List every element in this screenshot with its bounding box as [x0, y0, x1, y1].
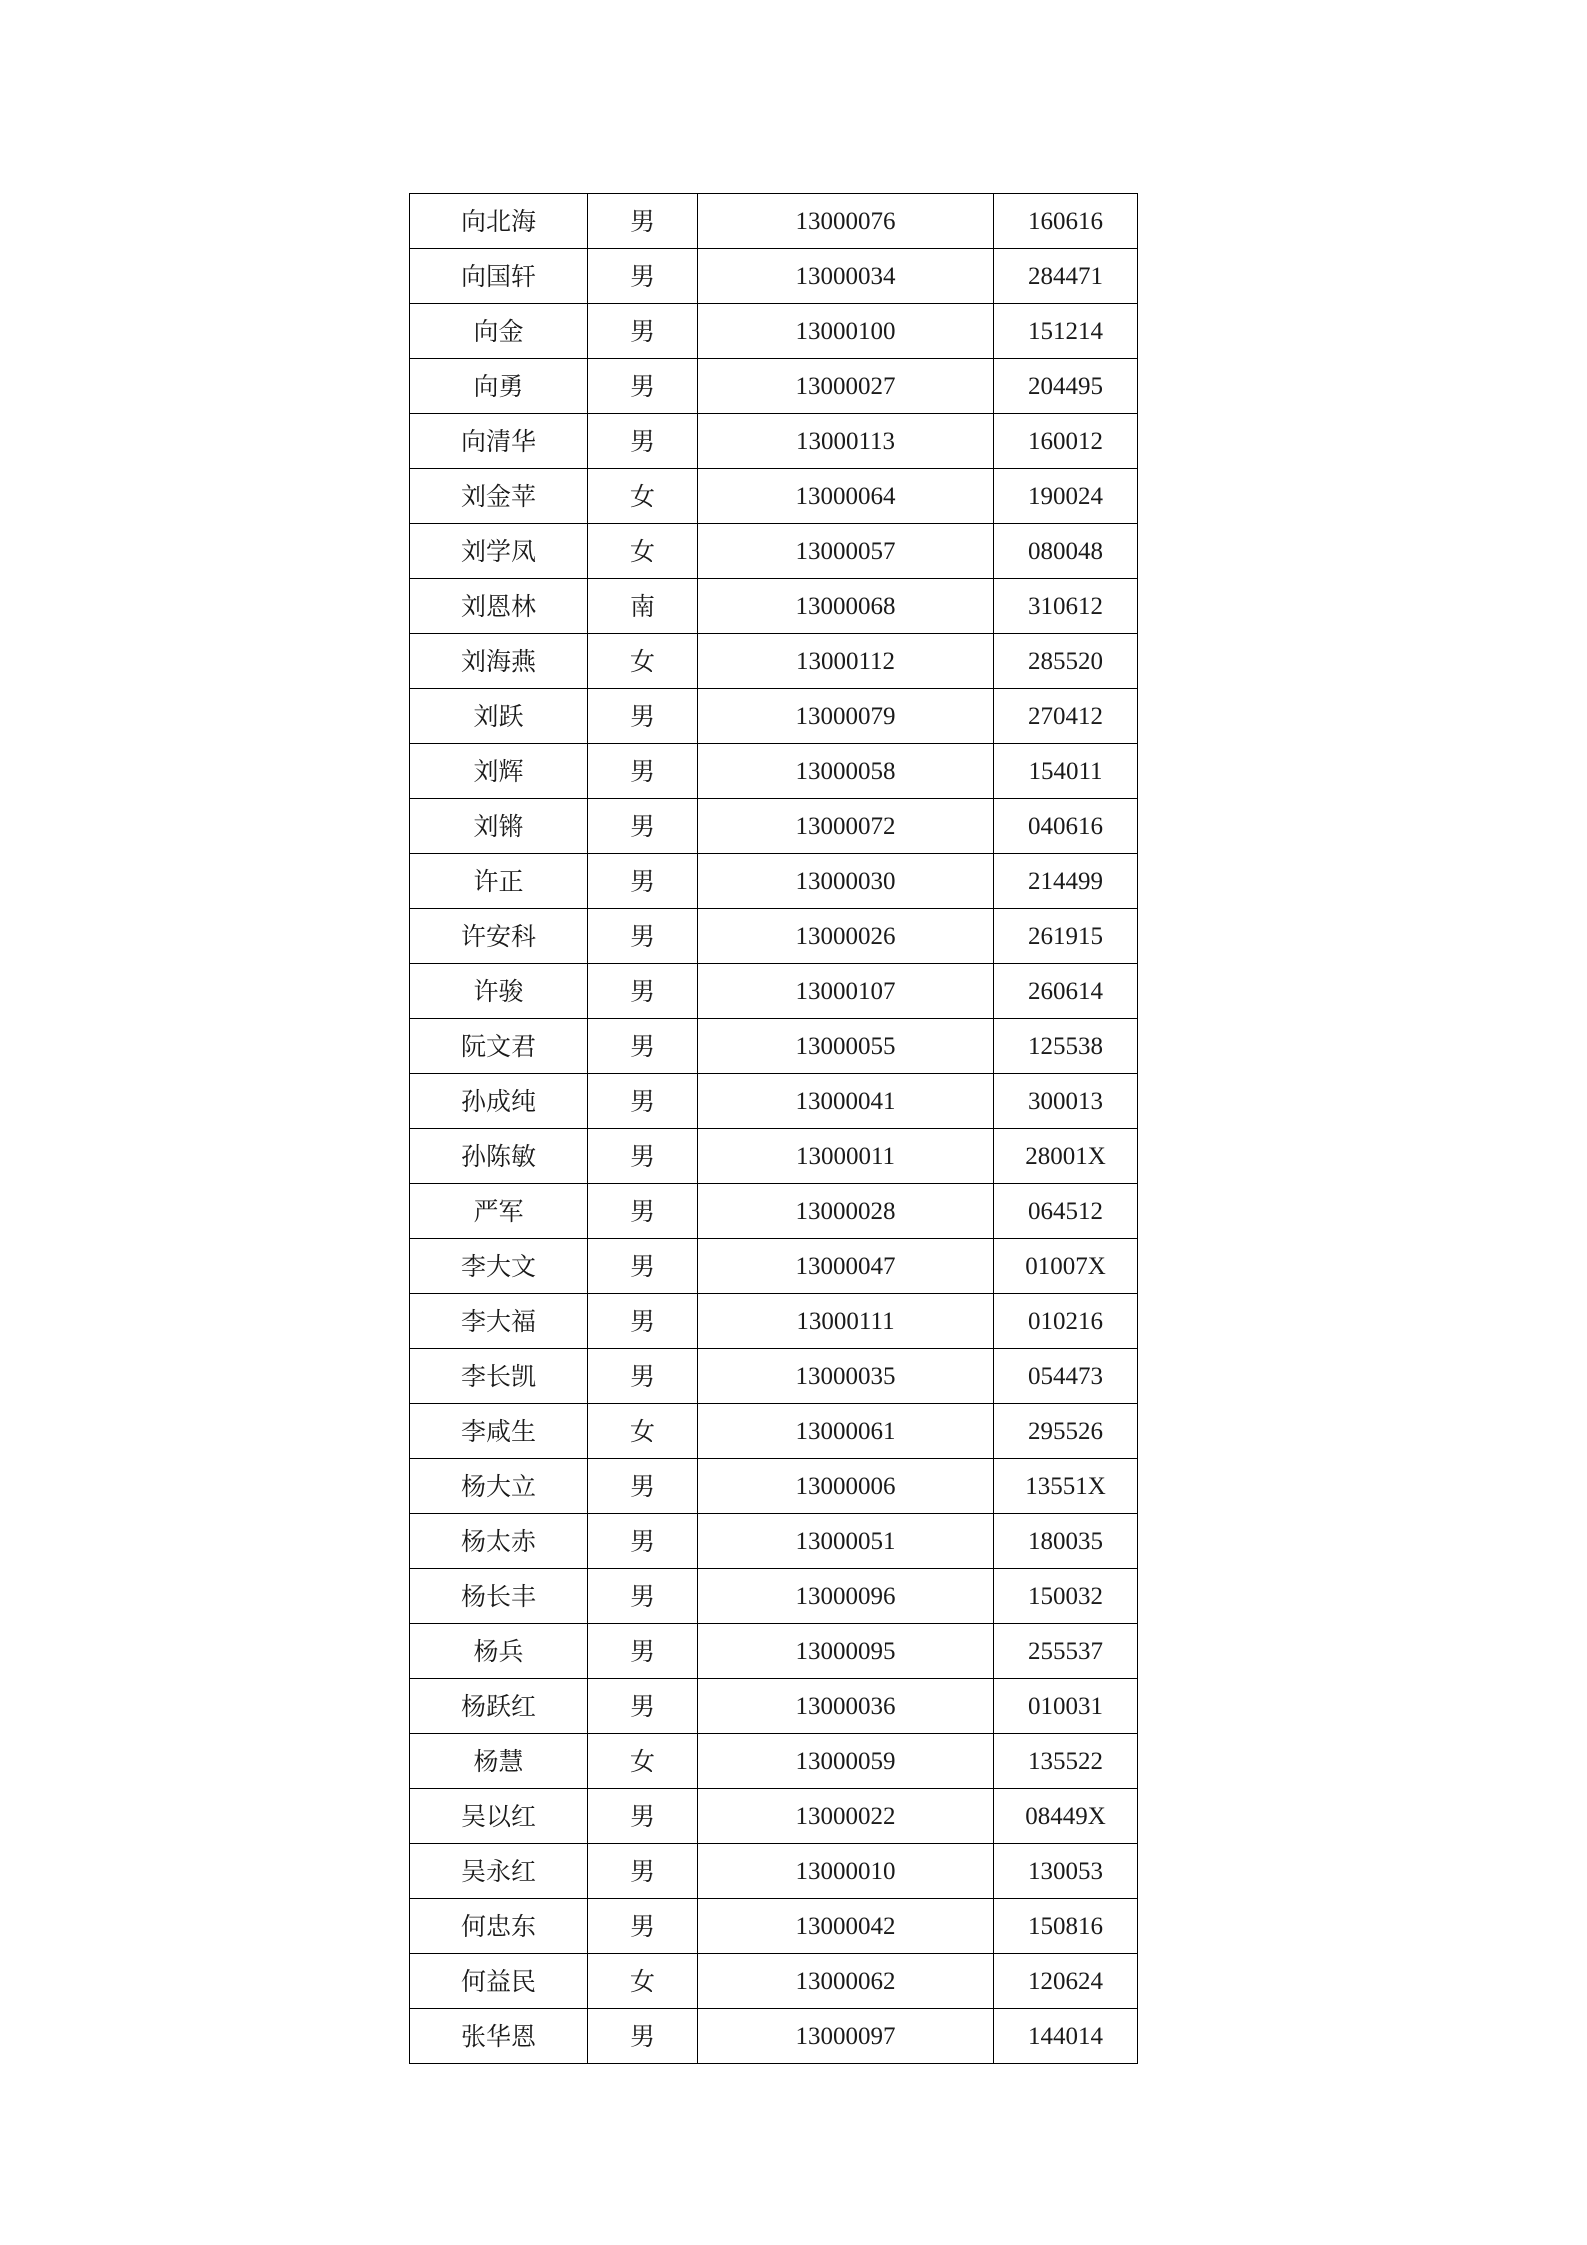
number-cell: 13000111 [698, 1294, 994, 1349]
table-row [410, 1184, 1138, 1239]
name-cell: 刘锵 [410, 799, 588, 854]
table-row [410, 2009, 1138, 2064]
number-cell: 13000010 [698, 1844, 994, 1899]
id-cell: 260614 [994, 964, 1138, 1019]
id-cell: 01007X [994, 1239, 1138, 1294]
id-cell: 295526 [994, 1404, 1138, 1459]
table-row [410, 909, 1138, 964]
number-cell: 13000047 [698, 1239, 994, 1294]
table-row [410, 1734, 1138, 1789]
sex-cell: 南 [588, 579, 698, 634]
sex-cell: 女 [588, 634, 698, 689]
id-cell: 28001X [994, 1129, 1138, 1184]
table-row [410, 1404, 1138, 1459]
table-row [410, 249, 1138, 304]
table-row [410, 634, 1138, 689]
id-cell: 040616 [994, 799, 1138, 854]
id-cell: 125538 [994, 1019, 1138, 1074]
table-row [410, 1624, 1138, 1679]
name-cell: 吴以红 [410, 1789, 588, 1844]
id-cell: 144014 [994, 2009, 1138, 2064]
sex-cell: 男 [588, 1239, 698, 1294]
table-row [410, 1954, 1138, 2009]
name-cell: 何忠东 [410, 1899, 588, 1954]
number-cell: 13000022 [698, 1789, 994, 1844]
table-row [410, 1899, 1138, 1954]
number-cell: 13000061 [698, 1404, 994, 1459]
table-row [410, 1129, 1138, 1184]
id-cell: 010031 [994, 1679, 1138, 1734]
table-row [410, 524, 1138, 579]
number-cell: 13000034 [698, 249, 994, 304]
number-cell: 13000059 [698, 1734, 994, 1789]
name-cell: 刘学凤 [410, 524, 588, 579]
number-cell: 13000042 [698, 1899, 994, 1954]
number-cell: 13000062 [698, 1954, 994, 2009]
table-row [410, 964, 1138, 1019]
table-row [410, 1789, 1138, 1844]
id-cell: 080048 [994, 524, 1138, 579]
name-cell: 张华恩 [410, 2009, 588, 2064]
sex-cell: 男 [588, 1294, 698, 1349]
name-cell: 向清华 [410, 414, 588, 469]
name-cell: 李大福 [410, 1294, 588, 1349]
number-cell: 13000055 [698, 1019, 994, 1074]
roster-table-body [410, 194, 1138, 2064]
name-cell: 刘辉 [410, 744, 588, 799]
id-cell: 13551X [994, 1459, 1138, 1514]
number-cell: 13000100 [698, 304, 994, 359]
name-cell: 许正 [410, 854, 588, 909]
sex-cell: 男 [588, 964, 698, 1019]
table-row [410, 194, 1138, 249]
table-row [410, 1239, 1138, 1294]
sex-cell: 男 [588, 359, 698, 414]
table-row [410, 799, 1138, 854]
sex-cell: 男 [588, 2009, 698, 2064]
name-cell: 吴永红 [410, 1844, 588, 1899]
id-cell: 190024 [994, 469, 1138, 524]
sex-cell: 男 [588, 854, 698, 909]
id-cell: 261915 [994, 909, 1138, 964]
table-row [410, 1459, 1138, 1514]
number-cell: 13000035 [698, 1349, 994, 1404]
name-cell: 向金 [410, 304, 588, 359]
number-cell: 13000064 [698, 469, 994, 524]
table-row [410, 1679, 1138, 1734]
name-cell: 杨慧 [410, 1734, 588, 1789]
number-cell: 13000079 [698, 689, 994, 744]
sex-cell: 男 [588, 304, 698, 359]
table-row [410, 1569, 1138, 1624]
sex-cell: 女 [588, 1404, 698, 1459]
id-cell: 08449X [994, 1789, 1138, 1844]
number-cell: 13000113 [698, 414, 994, 469]
name-cell: 李大文 [410, 1239, 588, 1294]
id-cell: 135522 [994, 1734, 1138, 1789]
table-row [410, 854, 1138, 909]
name-cell: 何益民 [410, 1954, 588, 2009]
name-cell: 刘金苹 [410, 469, 588, 524]
table-row [410, 469, 1138, 524]
id-cell: 054473 [994, 1349, 1138, 1404]
id-cell: 151214 [994, 304, 1138, 359]
name-cell: 向勇 [410, 359, 588, 414]
id-cell: 284471 [994, 249, 1138, 304]
id-cell: 160616 [994, 194, 1138, 249]
number-cell: 13000072 [698, 799, 994, 854]
sex-cell: 男 [588, 744, 698, 799]
number-cell: 13000058 [698, 744, 994, 799]
name-cell: 刘海燕 [410, 634, 588, 689]
id-cell: 130053 [994, 1844, 1138, 1899]
name-cell: 向国轩 [410, 249, 588, 304]
sex-cell: 女 [588, 524, 698, 579]
number-cell: 13000112 [698, 634, 994, 689]
roster-table [409, 193, 1138, 2064]
sex-cell: 男 [588, 1184, 698, 1239]
name-cell: 杨跃红 [410, 1679, 588, 1734]
table-row [410, 414, 1138, 469]
name-cell: 孙陈敏 [410, 1129, 588, 1184]
id-cell: 150032 [994, 1569, 1138, 1624]
sex-cell: 男 [588, 689, 698, 744]
sex-cell: 女 [588, 1954, 698, 2009]
sex-cell: 男 [588, 1074, 698, 1129]
name-cell: 阮文君 [410, 1019, 588, 1074]
sex-cell: 男 [588, 249, 698, 304]
sex-cell: 男 [588, 1844, 698, 1899]
sex-cell: 男 [588, 1624, 698, 1679]
id-cell: 010216 [994, 1294, 1138, 1349]
name-cell: 许安科 [410, 909, 588, 964]
name-cell: 孙成纯 [410, 1074, 588, 1129]
id-cell: 154011 [994, 744, 1138, 799]
sex-cell: 女 [588, 469, 698, 524]
number-cell: 13000097 [698, 2009, 994, 2064]
id-cell: 214499 [994, 854, 1138, 909]
number-cell: 13000006 [698, 1459, 994, 1514]
name-cell: 刘恩林 [410, 579, 588, 634]
sex-cell: 男 [588, 1899, 698, 1954]
id-cell: 285520 [994, 634, 1138, 689]
sex-cell: 男 [588, 1789, 698, 1844]
name-cell: 许骏 [410, 964, 588, 1019]
sex-cell: 男 [588, 414, 698, 469]
id-cell: 160012 [994, 414, 1138, 469]
id-cell: 204495 [994, 359, 1138, 414]
sex-cell: 男 [588, 1679, 698, 1734]
sex-cell: 男 [588, 1349, 698, 1404]
number-cell: 13000096 [698, 1569, 994, 1624]
sex-cell: 男 [588, 1514, 698, 1569]
sex-cell: 男 [588, 1019, 698, 1074]
id-cell: 064512 [994, 1184, 1138, 1239]
number-cell: 13000011 [698, 1129, 994, 1184]
name-cell: 杨大立 [410, 1459, 588, 1514]
table-row [410, 1349, 1138, 1404]
name-cell: 李咸生 [410, 1404, 588, 1459]
name-cell: 杨长丰 [410, 1569, 588, 1624]
table-row [410, 1514, 1138, 1569]
sex-cell: 男 [588, 1129, 698, 1184]
name-cell: 杨太赤 [410, 1514, 588, 1569]
name-cell: 刘跃 [410, 689, 588, 744]
number-cell: 13000095 [698, 1624, 994, 1679]
table-row [410, 359, 1138, 414]
number-cell: 13000107 [698, 964, 994, 1019]
table-row [410, 744, 1138, 799]
table-row [410, 1019, 1138, 1074]
number-cell: 13000026 [698, 909, 994, 964]
table-row [410, 1844, 1138, 1899]
number-cell: 13000027 [698, 359, 994, 414]
table-row [410, 1294, 1138, 1349]
id-cell: 300013 [994, 1074, 1138, 1129]
table-row [410, 304, 1138, 359]
sex-cell: 男 [588, 1569, 698, 1624]
id-cell: 120624 [994, 1954, 1138, 2009]
table-row [410, 689, 1138, 744]
number-cell: 13000057 [698, 524, 994, 579]
number-cell: 13000041 [698, 1074, 994, 1129]
name-cell: 杨兵 [410, 1624, 588, 1679]
id-cell: 255537 [994, 1624, 1138, 1679]
number-cell: 13000068 [698, 579, 994, 634]
sex-cell: 男 [588, 799, 698, 854]
table-row [410, 579, 1138, 634]
number-cell: 13000036 [698, 1679, 994, 1734]
number-cell: 13000076 [698, 194, 994, 249]
name-cell: 严军 [410, 1184, 588, 1239]
id-cell: 150816 [994, 1899, 1138, 1954]
id-cell: 180035 [994, 1514, 1138, 1569]
id-cell: 310612 [994, 579, 1138, 634]
sex-cell: 男 [588, 909, 698, 964]
sex-cell: 男 [588, 194, 698, 249]
sex-cell: 男 [588, 1459, 698, 1514]
number-cell: 13000051 [698, 1514, 994, 1569]
table-row [410, 1074, 1138, 1129]
number-cell: 13000030 [698, 854, 994, 909]
sex-cell: 女 [588, 1734, 698, 1789]
name-cell: 李长凯 [410, 1349, 588, 1404]
name-cell: 向北海 [410, 194, 588, 249]
id-cell: 270412 [994, 689, 1138, 744]
number-cell: 13000028 [698, 1184, 994, 1239]
